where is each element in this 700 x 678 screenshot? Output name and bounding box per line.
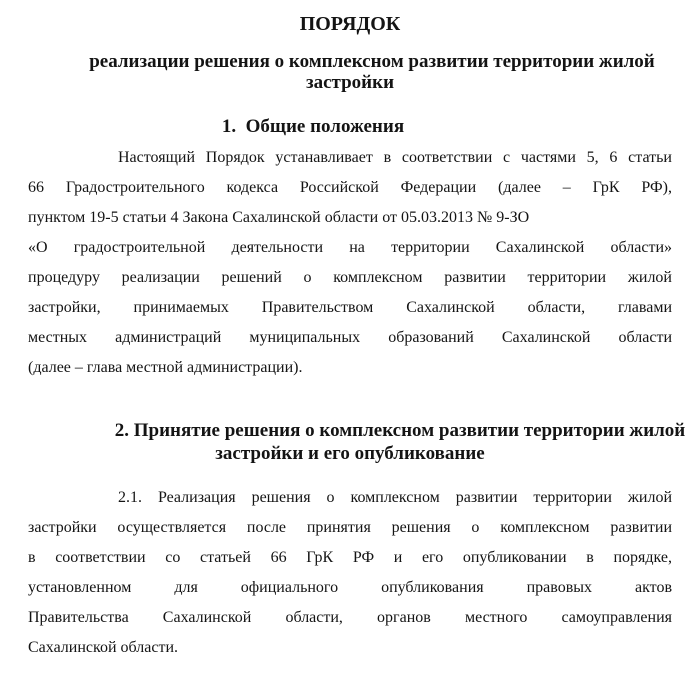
paragraph-line: Сахалинской области.	[28, 639, 179, 656]
paragraph-line: «О градостроительной деятельности на территории Сахалинской области»	[28, 239, 672, 256]
paragraph-line: пунктом 19-5 статьи 4 Закона Сахалинской области от 05.03.2013 № 9-ЗО	[28, 209, 530, 226]
paragraph-line: Правительства Сахалинской области, органов местного самоуправления	[28, 609, 672, 626]
document-subtitle-line-2: застройки	[305, 72, 395, 93]
document-title: ПОРЯДОК	[299, 13, 401, 35]
document-subtitle-line-1: реализации решения о комплексном развитии территории жилой	[89, 51, 655, 72]
section-1-heading: 1. Общие положения	[221, 116, 405, 137]
paragraph-line: установленном для официального опубликования правовых актов	[28, 579, 672, 596]
paragraph-line: в соответствии со статьей 66 ГрК РФ и его опубликовании в порядке,	[28, 549, 672, 566]
paragraph-line: местных администраций муниципальных образований Сахалинской области	[28, 329, 672, 346]
section-2-paragraph	[28, 483, 672, 663]
paragraph-line: процедуру реализации решений о комплексном развитии территории жилой	[28, 269, 672, 286]
paragraph-line: застройки, принимаемых Правительством Сахалинской области, главами	[28, 299, 672, 316]
paragraph-line: (далее – глава местной администрации).	[28, 359, 303, 376]
paragraph-line: 66 Градостроительного кодекса Российской Федерации (далее – ГрК РФ),	[28, 179, 672, 196]
section-2-heading-line-1: 2. Принятие решения о комплексном развитии территории жилой	[114, 420, 686, 441]
paragraph-line: застройки осуществляется после принятия решения о комплексном развитии	[28, 519, 672, 536]
section-1-paragraph	[28, 143, 672, 383]
section-2-heading-line-2: застройки и его опубликование	[215, 443, 485, 464]
paragraph-line: Настоящий Порядок устанавливает в соответствии с частями 5, 6 статьи	[118, 149, 672, 166]
paragraph-line: 2.1. Реализация решения о комплексном развитии территории жилой	[118, 489, 672, 506]
